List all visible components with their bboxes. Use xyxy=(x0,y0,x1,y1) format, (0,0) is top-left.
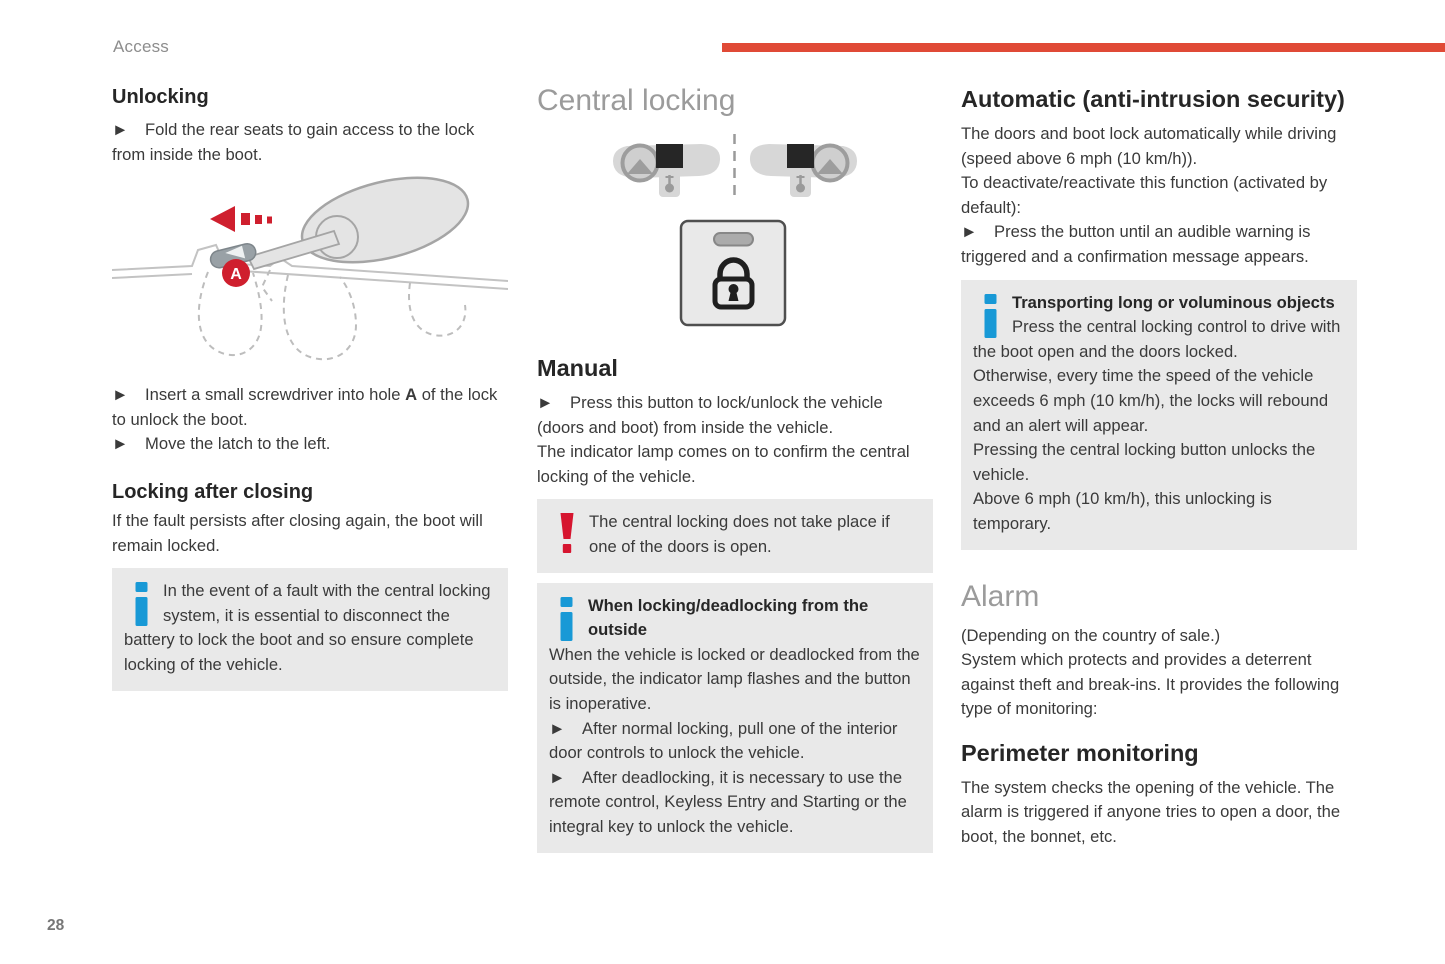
alarm-p1: (Depending on the country of sale.) xyxy=(961,625,1221,645)
arrow-left-icon xyxy=(210,206,272,232)
central-locking-button-location-left xyxy=(656,144,683,168)
column-automatic-alarm xyxy=(961,84,1357,850)
screwdriver-illustration xyxy=(209,175,477,277)
breadcrumb: Access xyxy=(113,37,169,56)
section-title-unlocking: Unlocking xyxy=(112,86,209,108)
info-box-locking-from-outside-title: When locking/deadlocking from the outside xyxy=(588,595,869,640)
accent-bar xyxy=(722,43,1445,52)
info-box-locking-from-outside xyxy=(537,583,933,853)
info-box-central-locking-fault xyxy=(112,568,508,690)
info-icon xyxy=(560,597,573,641)
steering-wheel-icon xyxy=(813,146,848,181)
info-box-transporting-objects-p1: Press the central locking control to drive with the boot open and the doors locked. xyxy=(973,317,1341,361)
info-box-transporting-objects-p2: Otherwise, every time the speed of the vehicle exceeds 6 mph (10 km/h), the locks will rebound and an alert will appear. xyxy=(973,366,1329,435)
alarm-p2: System which protects and provides a deterrent against theft and break-ins. It provides the following type of monitoring: xyxy=(961,650,1340,719)
info-box-transporting-objects xyxy=(961,280,1357,550)
page-number: 28 xyxy=(47,917,65,934)
section-title-perimeter-monitoring: Perimeter monitoring xyxy=(961,739,1199,766)
boot-lock-illustration xyxy=(112,175,508,375)
central-locking-button-illustration xyxy=(681,221,785,325)
section-title-central-locking: Central locking xyxy=(537,84,736,117)
column-central-locking xyxy=(537,84,933,853)
automatic-p1: The doors and boot lock automatically while driving (speed above 6 mph (10 km/h)). xyxy=(961,124,1337,168)
automatic-p2: To deactivate/reactivate this function (activated by default): xyxy=(961,173,1328,217)
column-unlocking xyxy=(112,84,508,691)
locking-after-closing-body: If the fault persists after closing again, the boot will remain locked. xyxy=(112,510,483,555)
warning-box-doors-open xyxy=(537,499,933,572)
warning-icon xyxy=(560,513,574,554)
manual-indicator-lamp-text: The indicator lamp comes on to confirm the central locking of the vehicle. xyxy=(537,442,910,486)
warning-box-doors-open-text: The central locking does not take place if one of the doors is open. xyxy=(589,512,890,556)
info-box-locking-from-outside-p2: ► After normal locking, pull one of the interior door controls to unlock the vehicle. xyxy=(549,718,898,763)
dashboard-left-illustration xyxy=(613,144,720,197)
hole-a-marker xyxy=(222,259,250,287)
info-box-locking-from-outside-p1: When the vehicle is locked or deadlocked from the outside, the indicator lamp flashes and the button is inoperative. xyxy=(549,644,920,713)
section-title-locking-after-closing: Locking after closing xyxy=(112,480,314,503)
manual-step-press: ► Press this button to lock/unlock the vehicle (doors and boot) from inside the vehicle. xyxy=(537,393,883,437)
unlocking-step-move: ► Move the latch to the left. xyxy=(112,434,331,454)
dashboard-right-illustration xyxy=(750,144,857,197)
info-box-locking-from-outside-p3: ► After deadlocking, it is necessary to use the remote control, Keyless Entry and Starting or the integral key to unlock the vehicle. xyxy=(549,767,907,836)
info-box-central-locking-fault-text: In the event of a fault with the central locking system, it is essential to disconnect the battery to lock the boot and so ensure complete locking of the vehicle. xyxy=(124,581,491,674)
unlocking-step-insert: ► Insert a small screwdriver into hole A of the lock to unlock the boot. xyxy=(112,385,498,429)
info-icon xyxy=(135,582,148,626)
automatic-step-press: ► Press the button until an audible warning is triggered and a confirmation message appears. xyxy=(961,222,1311,266)
unlocking-step-fold: ► Fold the rear seats to gain access to the lock from inside the boot. xyxy=(112,120,475,164)
info-box-transporting-objects-p4: Above 6 mph (10 km/h), this unlocking is temporary. xyxy=(973,489,1272,533)
central-locking-illustration xyxy=(537,132,933,337)
section-title-alarm: Alarm xyxy=(961,579,1040,613)
info-icon xyxy=(984,294,997,338)
central-locking-button-location-right xyxy=(787,144,814,168)
hole-a-marker-label: A xyxy=(230,266,242,284)
indicator-lamp xyxy=(714,233,753,246)
hole-a-reference: A xyxy=(405,385,418,405)
section-title-automatic: Automatic (anti-intrusion security) xyxy=(961,86,1345,112)
info-box-transporting-objects-title: Transporting long or voluminous objects xyxy=(1012,292,1335,312)
section-title-manual: Manual xyxy=(537,355,618,381)
steering-wheel-icon xyxy=(623,146,658,181)
info-box-transporting-objects-p3: Pressing the central locking button unlocks the vehicle. xyxy=(973,440,1316,484)
perimeter-monitoring-body: The system checks the opening of the vehicle. The alarm is triggered if anyone tries to open a door, the boot, the bonnet, etc. xyxy=(961,777,1341,847)
